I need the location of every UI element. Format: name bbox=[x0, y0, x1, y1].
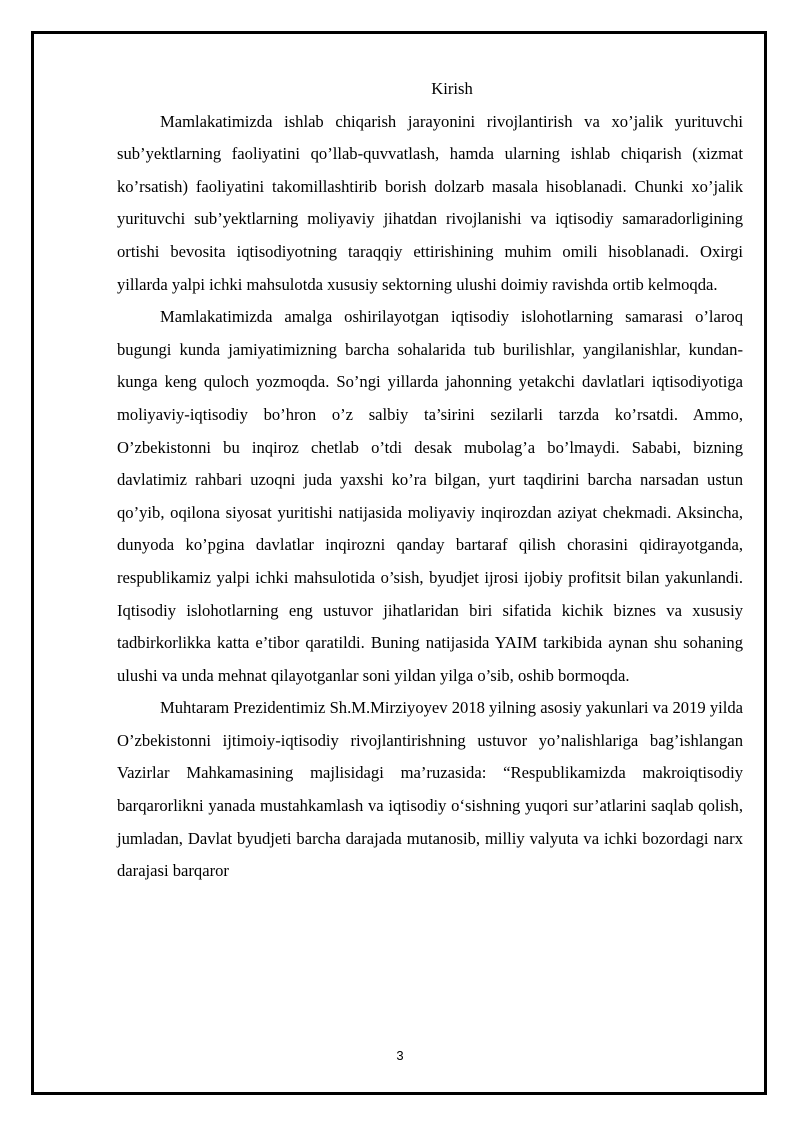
document-body bbox=[117, 73, 743, 888]
paragraph-2: Mamlakatimizda amalga oshirilayotgan iqtisodiy islohotlarning samarasi o’laroq bugungi kunda jamiyatimizning barcha sohalarida tub burilishlar, yangilanishlar, kundan-kunga keng quloch yozmoqda. So’ngi yillarda jahonning yetakchi davlatlari iqtisodiyotiga moliyaviy-iqtisodiy bo’hron o’z salbiy ta’sirini sezilarli tarzda ko’rsatdi. Ammo, O’zbekistonni bu inqiroz chetlab o’tdi desak mubolag’a bo’lmaydi. Sababi, bizning davlatimiz rahbari uzoqni juda yaxshi ko’ra bilgan, yurt taqdirini barcha narsadan ustun qo’yib, oqilona siyosat yuritishi natijasida moliyaviy inqirozdan aziyat chekmadi. Aksincha, dunyoda ko’pgina davlatlar inqirozni qanday bartaraf qilish chorasini qidirayotganda, respublikamiz yalpi ichki mahsulotida o’sish, byudjet ijrosi ijobiy profitsit bilan yakunlandi. Iqtisodiy islohotlarning eng ustuvor jihatlaridan biri sifatida kichik biznes va xususiy tadbirkorlikka katta e’tibor qaratildi. Buning natijasida YAIM tarkibida aynan shu sohaning ulushi va unda mehnat qilayotganlar soni yildan yilga o’sib, oshib bormoqda. bbox=[117, 307, 743, 685]
paragraph-1: Mamlakatimizda ishlab chiqarish jarayonini rivojlantirish va xo’jalik yurituvchi sub’yektlarning faoliyatini qo’llab-quvvatlash, hamda ularning ishlab chiqarish (xizmat ko’rsatish) faoliyatini takomillashtirib borish dolzarb masala hisoblanadi. Chunki xo’jalik yurituvchi sub’yektlarning moliyaviy jihatdan rivojlanishi va iqtisodiy samaradorligining ortishi bevosita iqtisodiyotning taraqqiy ettirishining muhim omili hisoblanadi. Oxirgi yillarda yalpi ichki mahsulotda xususiy sektorning ulushi doimiy ravishda ortib kelmoqda. bbox=[117, 111, 743, 294]
paragraph-3: Muhtaram Prezidentimiz Sh.M.Mirziyoyev 2018 yilning asosiy yakunlari va 2019 yilda O’zbekistonni ijtimoiy-iqtisodiy rivojlantirishning ustuvor yo’nalishlariga bag’ishlangan Vazirlar Mahkamasining majlisidagi ma’ruzasida: “Respublikamizda makroiqtisodiy barqarorlikni yanada mustahkamlash va iqtisodiy o‘sishning yuqori sur’atlarini saqlab qolish, jumladan, Davlat byudjeti barcha darajada mutanosib, milliy valyuta va ichki bozordagi narx darajasi barqaror bbox=[117, 698, 743, 881]
page-number: 3 bbox=[396, 1048, 404, 1063]
section-heading: Kirish bbox=[431, 79, 473, 98]
